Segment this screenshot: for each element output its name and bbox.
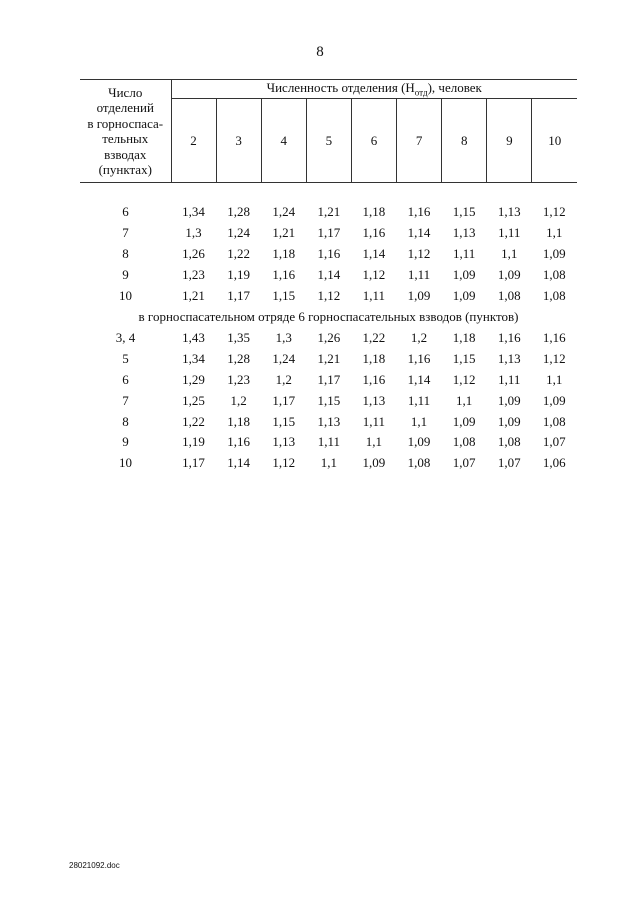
document-filename: 28021092.doc bbox=[69, 861, 120, 870]
table-cell: 1,08 bbox=[407, 455, 431, 471]
table-cell: 1,11 bbox=[498, 371, 521, 387]
table-cell: 1,09 bbox=[407, 287, 431, 303]
table-row bbox=[80, 432, 577, 453]
group-header bbox=[171, 80, 577, 99]
table-cell: 1,43 bbox=[182, 330, 205, 346]
row-values bbox=[171, 414, 577, 430]
table-cell: 1,11 bbox=[407, 392, 431, 408]
column-header: 4 bbox=[261, 99, 306, 183]
table-cell: 1,35 bbox=[227, 330, 251, 346]
table-cell: 1,1 bbox=[501, 245, 518, 261]
row-values bbox=[171, 372, 577, 388]
table-cell: 1,3 bbox=[275, 330, 292, 346]
group-header-text: Численность отделения (Н bbox=[266, 80, 415, 96]
row-label: 8 bbox=[122, 413, 129, 429]
table-cell: 1,09 bbox=[452, 266, 476, 282]
table-cell: 1,23 bbox=[227, 371, 251, 387]
table-cell: 1,2 bbox=[410, 330, 428, 346]
column-header: 7 bbox=[397, 99, 442, 183]
table-cell: 1,26 bbox=[317, 330, 341, 346]
table-cell: 1,15 bbox=[452, 351, 476, 367]
table-cell: 1,1 bbox=[546, 225, 563, 241]
table-cell: 1,16 bbox=[362, 225, 386, 241]
table-cell: 1,09 bbox=[452, 413, 476, 429]
table-cell: 1,12 bbox=[542, 351, 566, 367]
table-cell: 1,08 bbox=[542, 287, 566, 303]
table-cell: 1,21 bbox=[317, 204, 341, 220]
table-cell: 1,13 bbox=[452, 225, 476, 241]
table-cell: 1,09 bbox=[542, 392, 566, 408]
table-cell: 1,08 bbox=[452, 434, 476, 450]
row-label: 8 bbox=[122, 245, 129, 261]
table-cell: 1,17 bbox=[272, 392, 296, 408]
table-cell: 1,09 bbox=[542, 245, 566, 261]
table-cell: 1,15 bbox=[452, 204, 476, 220]
column-header: 10 bbox=[548, 132, 562, 148]
column-header: 9 bbox=[487, 99, 532, 183]
row-values bbox=[171, 455, 577, 471]
table-cell: 1,26 bbox=[182, 245, 205, 261]
table-row bbox=[80, 264, 577, 285]
table-cell: 1,16 bbox=[407, 351, 431, 367]
column-header: 8 bbox=[442, 99, 487, 183]
table-row bbox=[80, 223, 577, 244]
table-cell: 1,13 bbox=[272, 434, 296, 450]
first-column-header-line: отделений bbox=[96, 100, 154, 115]
table-cell: 1,17 bbox=[182, 455, 205, 471]
table-cell: 1,34 bbox=[182, 204, 205, 220]
table-cell: 1,12 bbox=[407, 245, 431, 261]
row-values bbox=[171, 434, 577, 450]
row-values bbox=[171, 393, 577, 409]
table-cell: 1,3 bbox=[185, 225, 202, 241]
table-cell: 1,15 bbox=[272, 287, 296, 303]
table-cell: 1,08 bbox=[542, 413, 566, 429]
table-cell: 1,25 bbox=[182, 392, 205, 408]
table-cell: 1,13 bbox=[497, 204, 521, 220]
table-cell: 1,24 bbox=[272, 351, 296, 367]
table-cell: 1,07 bbox=[542, 434, 566, 450]
table-cell: 1,16 bbox=[317, 245, 341, 261]
table-cell: 1,21 bbox=[182, 287, 205, 303]
table-cell: 1,21 bbox=[317, 351, 341, 367]
table-cell: 1,09 bbox=[497, 413, 521, 429]
header-table bbox=[80, 79, 577, 183]
section-title: в горноспасательном отряде 6 горноспасательных взводов (пунктов) bbox=[138, 308, 519, 324]
table-cell: 1,18 bbox=[362, 204, 386, 220]
table-cell: 1,11 bbox=[362, 287, 386, 303]
table-cell: 1,19 bbox=[182, 434, 205, 450]
table-row bbox=[80, 244, 577, 265]
table-cell: 1,07 bbox=[452, 455, 476, 471]
row-label: 10 bbox=[119, 455, 132, 471]
table-cell: 1,14 bbox=[227, 455, 251, 471]
page-number: 8 bbox=[316, 44, 324, 60]
table-cell: 1,07 bbox=[497, 455, 521, 471]
row-values bbox=[171, 267, 577, 283]
coefficient-table-header bbox=[80, 79, 577, 183]
table-cell: 1,09 bbox=[497, 392, 521, 408]
table-cell: 1,34 bbox=[182, 351, 205, 367]
table-cell: 1,2 bbox=[275, 371, 292, 387]
table-cell: 1,16 bbox=[272, 266, 296, 282]
table-cell: 1,22 bbox=[362, 330, 386, 346]
table-cell: 1,29 bbox=[182, 371, 205, 387]
table-cell: 1,08 bbox=[497, 434, 521, 450]
table-cell: 1,11 bbox=[407, 266, 431, 282]
table-cell: 1,13 bbox=[317, 413, 341, 429]
table-cell: 1,09 bbox=[452, 287, 476, 303]
table-cell: 1,1 bbox=[410, 413, 428, 429]
table-cell: 1,12 bbox=[272, 455, 296, 471]
table-cell: 1,23 bbox=[182, 266, 205, 282]
table-cell: 1,16 bbox=[227, 434, 251, 450]
row-values bbox=[171, 351, 577, 367]
table-row bbox=[80, 411, 577, 432]
table-body bbox=[80, 202, 577, 474]
table-cell: 1,1 bbox=[546, 371, 563, 387]
table-cell: 1,12 bbox=[542, 204, 566, 220]
table-row bbox=[80, 349, 577, 370]
row-values bbox=[171, 204, 577, 220]
table-cell: 1,2 bbox=[230, 392, 247, 408]
column-header: 2 bbox=[171, 99, 216, 183]
row-label: 6 bbox=[122, 204, 129, 220]
table-cell: 1,28 bbox=[227, 204, 251, 220]
table-cell: 1,09 bbox=[407, 434, 431, 450]
table-cell: 1,17 bbox=[317, 225, 341, 241]
table-row bbox=[80, 285, 577, 306]
first-column-header bbox=[80, 80, 171, 183]
table-cell: 1,24 bbox=[272, 204, 296, 220]
table-cell: 1,18 bbox=[452, 330, 476, 346]
group-header-text-end: ), человек bbox=[427, 80, 482, 96]
table-cell: 1,22 bbox=[182, 413, 205, 429]
row-values bbox=[171, 246, 577, 262]
row-label: 9 bbox=[122, 434, 129, 450]
table-cell: 1,11 bbox=[362, 413, 386, 429]
table-cell: 1,11 bbox=[498, 225, 521, 241]
table-row bbox=[80, 328, 577, 349]
table-cell: 1,11 bbox=[452, 245, 476, 261]
table-cell: 1,14 bbox=[407, 225, 431, 241]
first-column-header-line: тельных bbox=[102, 131, 149, 146]
table-cell: 1,12 bbox=[362, 266, 386, 282]
table-row bbox=[80, 390, 577, 411]
table-cell: 1,13 bbox=[497, 351, 521, 367]
table-cell: 1,19 bbox=[227, 266, 251, 282]
table-cell: 1,08 bbox=[542, 266, 566, 282]
table-cell: 1,14 bbox=[407, 371, 431, 387]
row-label: 6 bbox=[122, 371, 129, 387]
table-cell: 1,28 bbox=[227, 351, 251, 367]
table-cell: 1,14 bbox=[362, 245, 386, 261]
table-cell: 1,21 bbox=[272, 225, 296, 241]
table-cell: 1,16 bbox=[362, 371, 386, 387]
table-cell: 1,18 bbox=[227, 413, 251, 429]
table-cell: 1,24 bbox=[227, 225, 251, 241]
first-column-header-line: в горноспаса- bbox=[87, 115, 164, 131]
row-label: 9 bbox=[122, 266, 129, 282]
row-label: 3, 4 bbox=[115, 330, 136, 346]
column-header: 5 bbox=[306, 99, 351, 183]
row-values bbox=[171, 330, 577, 346]
first-column-header-line: взводах bbox=[104, 146, 147, 162]
table-cell: 1,09 bbox=[362, 455, 386, 471]
row-values bbox=[171, 288, 577, 304]
table-cell: 1,16 bbox=[407, 204, 431, 220]
first-column-header-line: Число bbox=[108, 84, 143, 100]
table-cell: 1,1 bbox=[320, 455, 337, 471]
row-label: 7 bbox=[122, 392, 129, 408]
table-cell: 1,09 bbox=[497, 266, 521, 282]
row-label: 7 bbox=[122, 225, 129, 241]
table-cell: 1,16 bbox=[542, 330, 566, 346]
row-label: 10 bbox=[119, 287, 132, 303]
row-label: 5 bbox=[122, 351, 129, 367]
table-row bbox=[80, 370, 577, 391]
table-cell: 1,14 bbox=[317, 266, 341, 282]
table-cell: 1,18 bbox=[272, 245, 296, 261]
group-header-subscript: отд bbox=[414, 87, 428, 98]
column-header: 3 bbox=[216, 99, 261, 183]
table-row bbox=[80, 202, 577, 223]
table-cell: 1,12 bbox=[317, 287, 341, 303]
table-cell: 1,22 bbox=[227, 245, 251, 261]
column-header: 6 bbox=[351, 99, 396, 183]
table-cell: 1,1 bbox=[365, 434, 383, 450]
table-cell: 1,18 bbox=[362, 351, 386, 367]
table-cell: 1,08 bbox=[497, 287, 521, 303]
table-cell: 1,1 bbox=[455, 392, 473, 408]
table-cell: 1,17 bbox=[317, 371, 341, 387]
table-cell: 1,16 bbox=[497, 330, 521, 346]
table-row bbox=[80, 453, 577, 474]
table-cell: 1,17 bbox=[227, 287, 251, 303]
first-column-header-line: (пунктах) bbox=[98, 162, 152, 177]
table-cell: 1,12 bbox=[452, 371, 476, 387]
table-cell: 1,11 bbox=[317, 434, 340, 450]
table-cell: 1,13 bbox=[362, 392, 386, 408]
table-cell: 1,15 bbox=[317, 392, 341, 408]
row-values bbox=[171, 225, 577, 241]
table-cell: 1,15 bbox=[272, 413, 296, 429]
table-cell: 1,06 bbox=[542, 455, 566, 471]
